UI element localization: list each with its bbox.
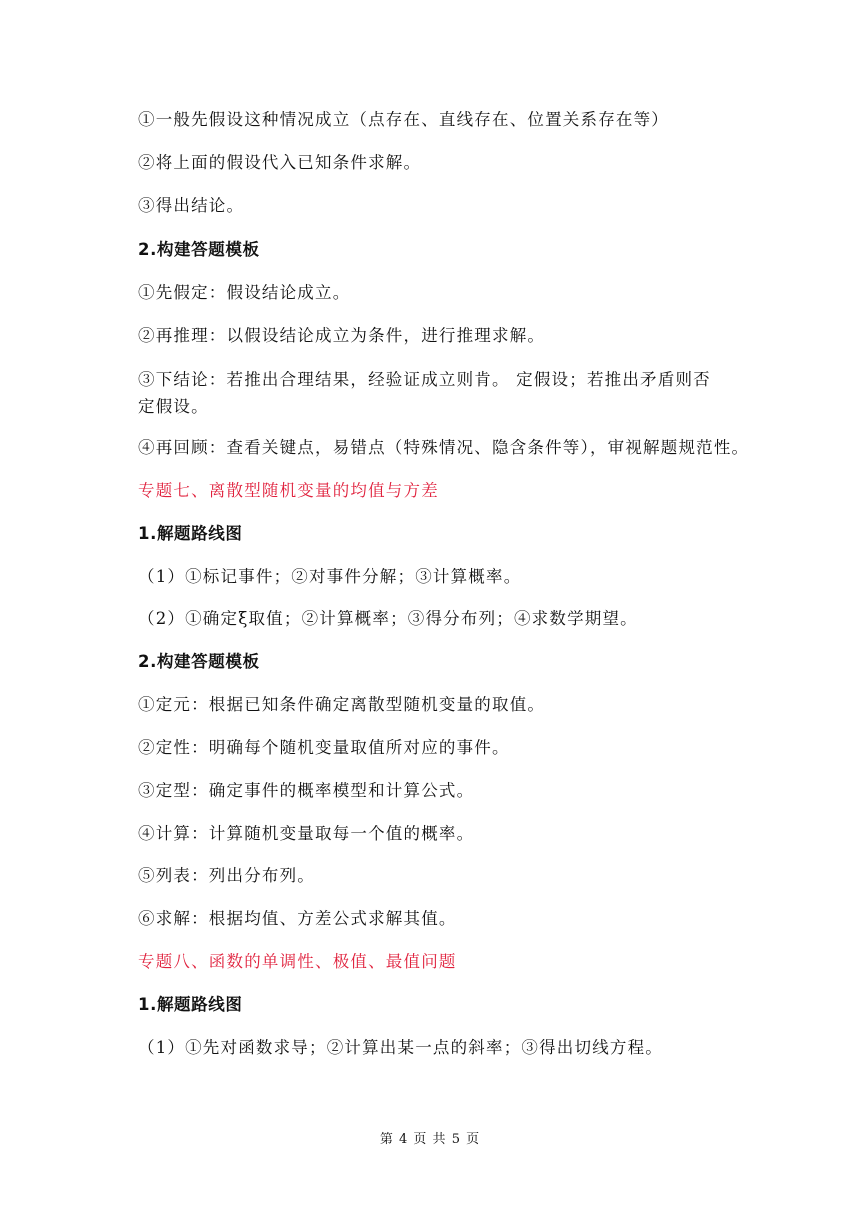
template-step-conclude: ③下结论：若推出合理结果，经验证成立则肯。 定假设；若推出矛盾则否定假设。 [138, 370, 711, 416]
step-conclude: ③得出结论。 [138, 196, 245, 215]
step-assume: ①一般先假设这种情况成立（点存在、直线存在、位置关系存在等） [138, 110, 669, 129]
page-footer: 第 4 页 共 5 页 [379, 1132, 481, 1147]
roadmap-item-1: （1）①标记事件；②对事件分解；③计算概率。 [138, 567, 522, 586]
template-step-reason: ②再推理：以假设结论成立为条件，进行推理求解。 [138, 326, 546, 345]
roadmap-item-2: （2）①确定ξ取值；②计算概率；③得分布列；④求数学期望。 [138, 609, 638, 628]
template-step-assume: ①先假定：假设结论成立。 [138, 283, 351, 302]
topic-heading-8: 专题八、函数的单调性、极值、最值问题 [138, 952, 457, 971]
template-step-3: ③定型：确定事件的概率模型和计算公式。 [138, 781, 475, 800]
template-step-review: ④再回顾：查看关键点，易错点（特殊情况、隐含条件等），审视解题规范性。 [138, 438, 750, 457]
template-step-1: ①定元：根据已知条件确定离散型随机变量的取值。 [138, 695, 546, 714]
template-step-5: ⑤列表：列出分布列。 [138, 866, 315, 885]
template-step-4: ④计算：计算随机变量取每一个值的概率。 [138, 824, 475, 843]
section-heading-roadmap: 1.解题路线图 [138, 524, 243, 543]
section-heading-template: 2.构建答题模板 [138, 240, 260, 259]
step-substitute: ②将上面的假设代入已知条件求解。 [138, 153, 422, 172]
section-heading-template: 2.构建答题模板 [138, 652, 260, 671]
template-step-6: ⑥求解：根据均值、方差公式求解其值。 [138, 909, 457, 928]
topic-heading-7: 专题七、离散型随机变量的均值与方差 [138, 481, 439, 500]
roadmap-item-1: （1）①先对函数求导；②计算出某一点的斜率；③得出切线方程。 [138, 1038, 663, 1057]
section-heading-roadmap: 1.解题路线图 [138, 995, 243, 1014]
template-step-2: ②定性：明确每个随机变量取值所对应的事件。 [138, 738, 510, 757]
